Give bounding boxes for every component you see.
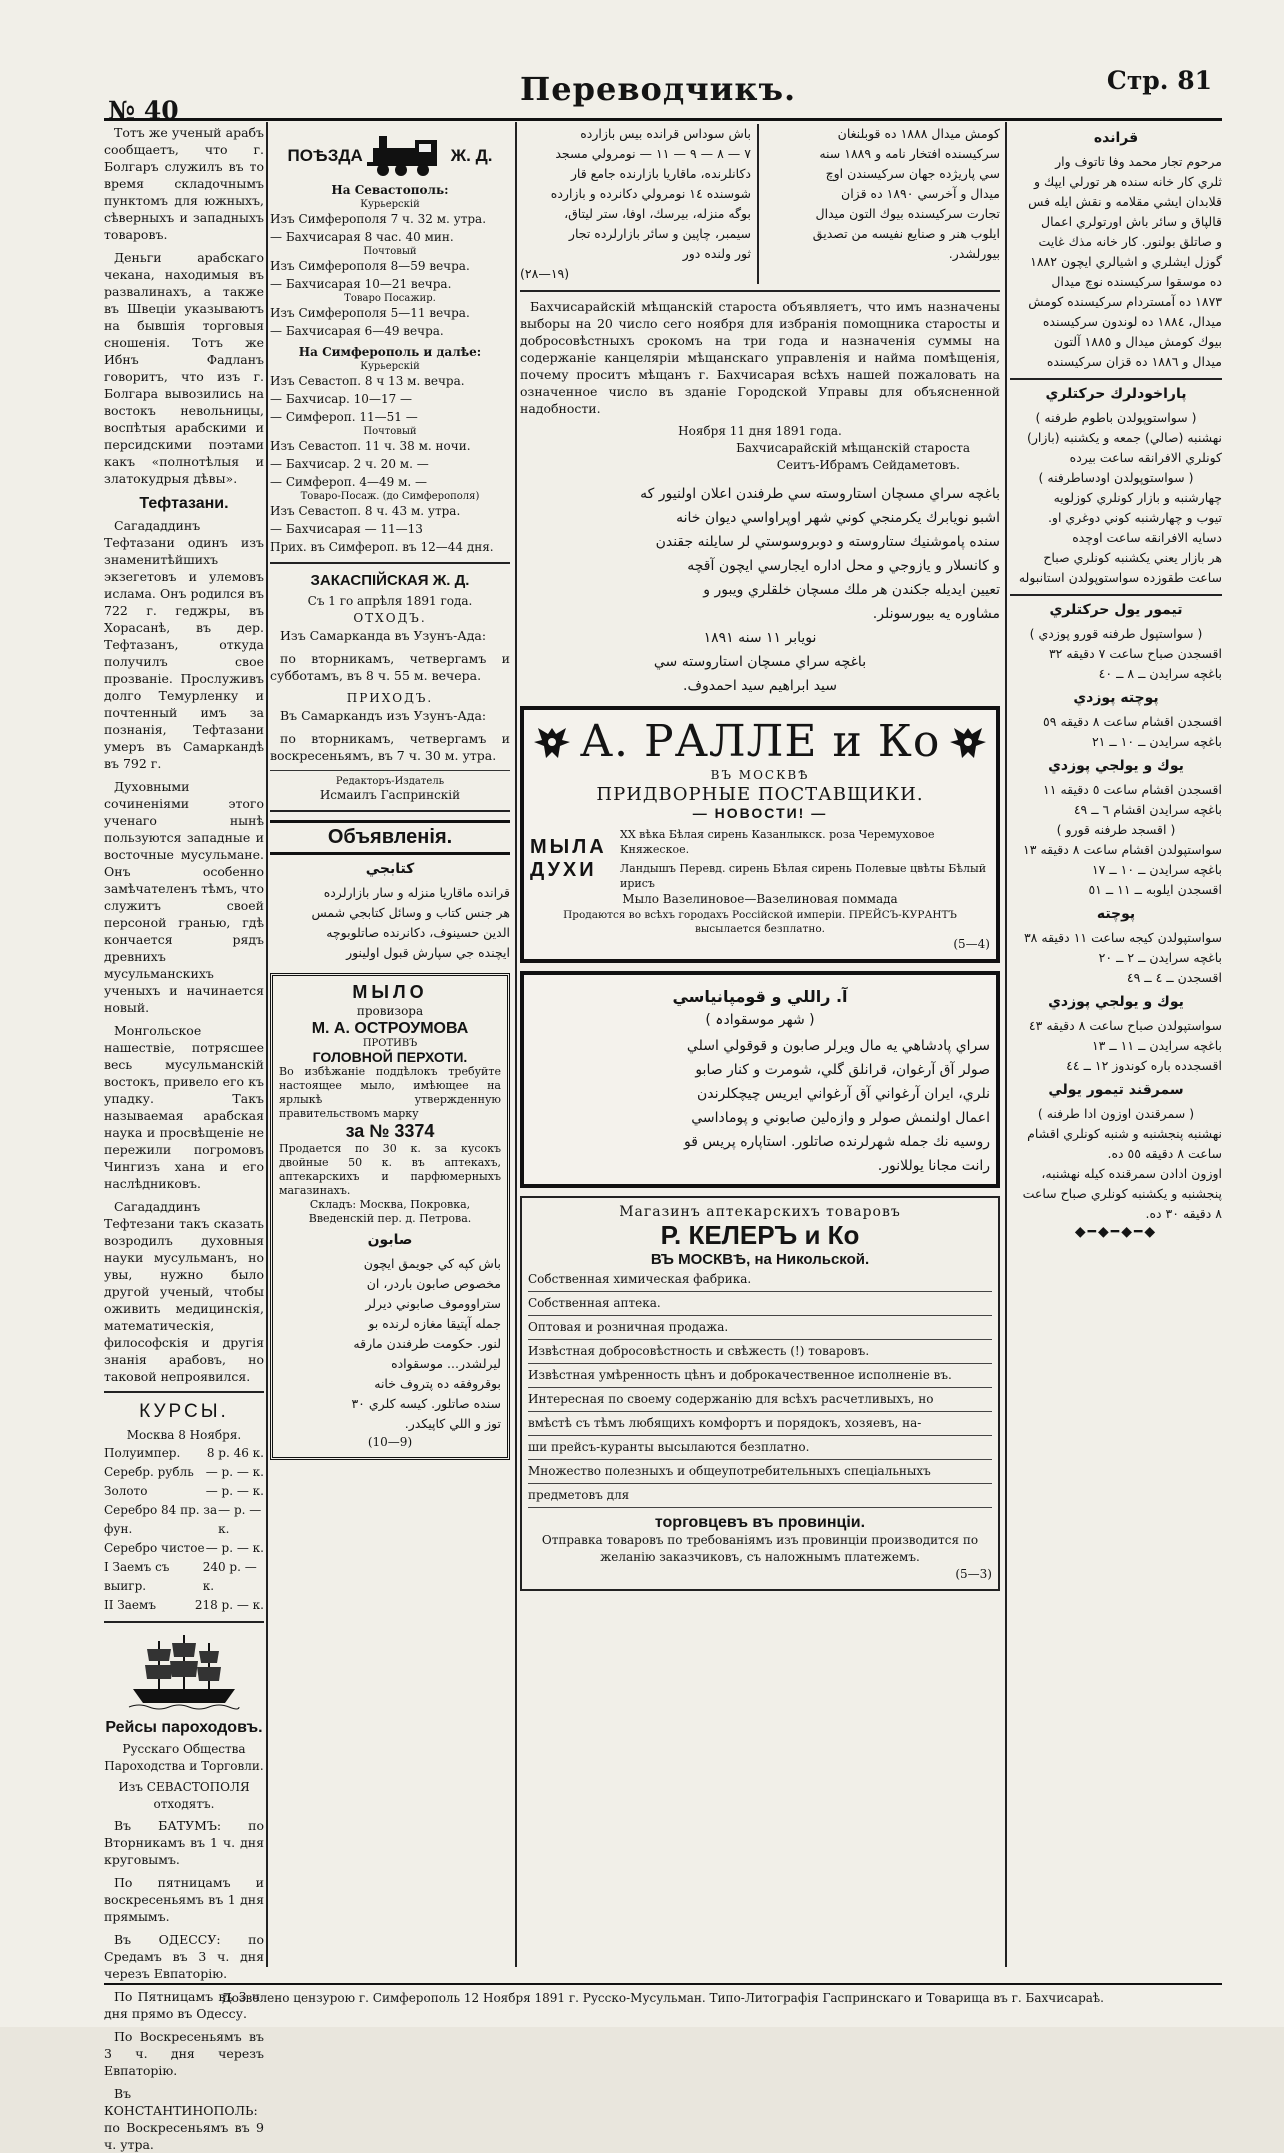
ship-route: Въ КОНСТАНТИНОПОЛЬ: по Воскресеньямъ въ 9 ч. утра. bbox=[104, 2086, 264, 2152]
rates-date: Москва 8 Ноября. bbox=[126, 1428, 242, 1442]
rate-row: II Заемъ 218 р. — к. bbox=[104, 1598, 264, 1612]
column-divider bbox=[1005, 122, 1007, 1967]
arabic-ad-line: لنور. حكومت طرفندن مارقه bbox=[353, 1336, 501, 1351]
ralle-vaseline: Мыло Вазелиновое—Вазелиновая поммада bbox=[622, 892, 898, 906]
editor-role: Редакторъ-Издатель bbox=[335, 776, 445, 787]
ship-route: По Воскресеньямъ въ 3 ч. дня черезъ Евпаторію. bbox=[104, 2029, 264, 2078]
ships-departure: Изъ СЕВАСТОПОЛЯ отходятъ. bbox=[118, 1780, 250, 1811]
ralle-arabic-title: آ. راللي و قومپانياسي bbox=[672, 987, 848, 1006]
notice-date: Ноября 11 дня 1891 года. bbox=[678, 424, 842, 438]
keler-ad bbox=[520, 1196, 1000, 1591]
keler-item: ши прейсъ-куранты высылаются безплатно. bbox=[528, 1436, 992, 1460]
train-type: Товаро Посажир. bbox=[344, 293, 436, 304]
soap-line: ПРОТИВЪ bbox=[362, 1038, 418, 1049]
column-4: قرانده مرحوم تجار محمد وفا تاتوف وار ثلري كار خانه سنده هر تورلي ايپك و قلابدان ايشي مقلامه و نقش ايله فس قالپاق و سائر باش اورتولري اعمال و صاتلق بولنور. كار خانه مذك غايت گوزل ايشلري و اشيالري ايچون ١٨٨٢ ده موسقوا سركيسنده نوچ ميدال ١٨٧٣ ده آمستردام سركيسنده كومش ميدال، ١٨٨٤ ده لوندون سركيسنده بيوك كومش ميدال و ١٨٨٥ آلتون ميدال و ١٨٨٦ ده قزان سركيسنده پاراخودلرك حركتلري ( سواستوپولدن باطوم طرفنه ) نهشنبه (صالي) جمعه و يكشنبه (بازار) كونلري الافرانقه ساعت بيرده ( سواستوپولدن اودساطرفنه ) چهارشنبه و بازار كونلري كوزلويه تيوب و چهارشنبه كوني دوغري او. دسايه الافرانقه ساعت اوچده هر بازار يعني يكشنبه كونلري صباح ساعت طقوزده سواستوپولدن استانبوله تيمور يول حركتلري ( سواستپول طرفنه قورو پوزدي ) اقسجدن صباح ساعت ٧ دقيقه ٣٢ باغچه سرايدن ــ ٨ ــ ٤٠ پوچته پوزدي اقسجدن اقشام ساعت ٨ دقيقه ٥٩ باغچه سرايدن ــ ١٠ ــ ٢١ يوك و يولجي پوزدي اقسجدن اقشام ساعت ٥ دقيقه ١١ باغچه سرايدن اقشام ٦ ــ ٤٩ ( اقسجد طرفنه قورو ) سواستپولدن اقشام ساعت ٨ دقيقه ١٣ باغچه سرايدن ــ ١٠ ــ ١٧ اقسجدن ايلوبه ــ ١١ ــ ٥١ پوچته سواستپولدن كيجه ساعت ١١ دقيقه ٣٨ باغچه سرايدن ــ ٢ ــ ٢٠ اقسجدن ــ ٤ ــ ٤٩ يوك و يولجي پوزدي سواستپولدن صباح ساعت ٨ دقيقه ٤٣ باغچه سرايدن ــ ١١ ــ ١٣ اقسجدده باره كوندوز ١٢ ــ ٤٤ سمرقند تيمور يولي ( سمرقندن اوزون ادا طرفنه ) نهشنبه پنجشنبه و شنبه كونلري اقشام ساعت ٨ دقيقه ٥٥ ده. اوزون ادادن سمرقنده كيله نهشنبه، پنجشنبه و يكشنبه كونلري صباح ساعت ٨ دقيقه ٣٠ ده. ◆━◆━◆━◆ bbox=[1010, 124, 1222, 1965]
route-heading: На Севастополь: bbox=[331, 183, 449, 197]
rates-title: КУРСЫ. bbox=[139, 1401, 229, 1422]
keler-title: Р. КЕЛЕРЪ и Ко bbox=[660, 1220, 860, 1250]
train-time: — Бахчисарая 8 час. 40 мин. bbox=[270, 230, 454, 244]
rates-table bbox=[104, 1444, 264, 1615]
train-time: Изъ Симферополя 5—11 вечра. bbox=[270, 306, 470, 320]
train-time: Изъ Севастоп. 8 ч. 43 м. утра. bbox=[270, 504, 461, 518]
section-heading: پاراخودلرك حركتلري bbox=[1045, 386, 1187, 402]
notice-arabic: باغچه سراي مسچان استاروسته سي طرفندن اعلان اولنيور كه اشبو نويابرك يكرمنجي كوني شهر اوپراواسي ديوان خانه سنده پاموشنيك ستاروسته و دوبروسوستي لر سايلنه جقندن و كانسلار و يازوجي و محل اداره ايجارسي ايچون آقچه تعيين ايديله جكندن هر ملك مسچان خلقلري ويبور و مشاوره يه بيورسونلر. نويابر ١١ سنه ١٨٩١ باغچه سراي مسچان استاروسته سي سيد ابراهيم سيد احمدوف. bbox=[520, 482, 1000, 698]
arabic-ad-line: توز و اللي كاپيكدر. bbox=[404, 1416, 501, 1431]
train-time: — Симфероп. 11—51 — bbox=[270, 410, 418, 424]
arabic-ad-line: هر جنس كتاب و وسائل كتابجي شمس bbox=[311, 905, 510, 920]
arabic-ad-left: باش سوداس قرانده بيس بازارده ٧ — ٨ — ٩ — ١١ — نومرولي مسجد دكانلرنده، ماقاريا بازارنده جامع قار شوسنده ١٤ نومرولي دكانرده و بازارده بوگه منزله، بيرسك، اوفا، ستر ليتاق، سيمبر، چاپين و سائر بازارلرده تجار ثور ولنده دور (١٩—٢٨) bbox=[520, 124, 759, 284]
section-heading: پوچته bbox=[1096, 906, 1136, 922]
keler-item: предметовъ для bbox=[528, 1484, 992, 1508]
arabic-ad-line: ايچنده جي سپارش قبول اولينور bbox=[346, 945, 510, 960]
section-rule bbox=[270, 770, 510, 771]
ship-route: По пятницамъ и воскресеньямъ въ 1 дня прямымъ. bbox=[104, 1875, 264, 1924]
rate-row: Серебро чистое — р. — к. bbox=[104, 1541, 264, 1555]
soap-maker: М. А. ОСТРОУМОВА bbox=[311, 1020, 469, 1037]
notice-arabic-date: نويابر ١١ سنه ١٨٩١ bbox=[703, 630, 817, 646]
keler-heading: Магазинъ аптекарскихъ товаровъ bbox=[619, 1204, 901, 1220]
ralle-categories: МЫЛА ДУХИ bbox=[530, 836, 607, 881]
ralle-header bbox=[530, 716, 990, 767]
article-paragraph: Монгольское нашествіе, потрясшее весь мусульманскій востокъ, привело его къ упадку. Такъ называемая арабская наука и просвѣщеніе не пережили погромовъ Чингизъ хана и его наслѣдниковъ. bbox=[104, 1023, 264, 1191]
censorship-footer: Дозволено цензурою г. Симферополь 12 Ноября 1891 г. Русско-Мусульман. Типо-Литографія Гаспринскаго и Товарища въ г. Бахчисараѣ. bbox=[104, 1983, 1222, 2005]
section-heading: پوچته پوزدي bbox=[1073, 690, 1159, 706]
train-time: — Симфероп. 4—49 м. — bbox=[270, 475, 428, 489]
train-time: Изъ Симферополя 8—59 вечра. bbox=[270, 259, 470, 273]
article-paragraph: Сагададдинъ Тефтезани такъ сказать возродилъ духовныя науки мусульманъ, но увы, нужно было другой ученый, чтобы оживить медицинскія, математическія, философскія и другія знанія арабовъ, но таковой непроявился. bbox=[104, 1199, 264, 1384]
ralle-arabic-ad: آ. راللي و قومپانياسي ( شهر موسقوادہ ) سراي پادشاهي يه مال ويرلر صابون و قوقولي اسلي صولر آق آرغوان، قرانلق گلي، شومرت و كنار صابو نلري، ايران آرغواني آق آرغواني ايريس چيچكلرندن اعمال اولنمش صولر و وازەلين صابوني و پوماداسي روسيه نك جمله شهرلرنده صاتلور. استاپاره پريس قو رانت مجانا يوللانور. bbox=[520, 971, 1000, 1188]
arabic-ad-line: ستراووموف صابوني ديرلر bbox=[365, 1296, 501, 1311]
arrival-heading: ПРИХОДЪ. bbox=[346, 691, 434, 705]
section-heading: تيمور يول حركتلري bbox=[1049, 602, 1183, 618]
section-rule bbox=[270, 562, 510, 564]
section-heading: يوك و يولجي پوزدي bbox=[1048, 758, 1184, 774]
section-heading: قرانده bbox=[1093, 130, 1139, 146]
train-time: — Бахчисарая 10—21 вечра. bbox=[270, 277, 452, 291]
keler-item: Извѣстная добросовѣстность и свѣжесть (!) товаровъ. bbox=[528, 1340, 992, 1364]
soap-text: Во избѣжаніе поддѣлокъ требуйте настоящее мыло, имѣющее на ярлыкѣ утвержденную правительствомъ марку bbox=[279, 1065, 501, 1120]
ships-company: Русскаго Общества Пароходства и Торговли. bbox=[104, 1742, 264, 1773]
ralle-pricelist: Продаются во всѣхъ городахъ Россійской имперіи. ПРЕЙСЪ-КУРАНТЪ высылается безплатно. bbox=[563, 909, 957, 935]
trains-title-suffix: Ж. Д. bbox=[450, 146, 493, 165]
train-type: Товаро-Посаж. (до Симферополя) bbox=[300, 491, 480, 502]
train-type: Почтовый bbox=[363, 426, 417, 437]
article-paragraph: Сагададдинъ Тефтазани одинъ изъ знаменитѣйшихъ экзегетовъ и улемовъ ислама. Онъ родился въ 722 г. геджры, въ Хорасанѣ, въ дер. Тефтазанъ, откуда получилъ свое прозваніе. Прослуживъ долго Темурленку и почтенный имъ за познанія, Тефтазани умеръ въ Самаркандѣ въ 792 г. bbox=[104, 518, 264, 771]
train-time: Изъ Севастоп. 11 ч. 38 м. ночи. bbox=[270, 439, 471, 453]
train-type: Почтовый bbox=[363, 246, 417, 257]
ads-title: Объявленія. bbox=[270, 820, 510, 855]
ad-number: (10—9) bbox=[367, 1435, 413, 1449]
train-type: Курьерскій bbox=[360, 199, 420, 210]
arabic-ad-line: مخصوص صابون باردر، ان bbox=[366, 1276, 501, 1291]
keler-item: вмѣстѣ съ тѣмъ любящихъ комфортъ и порядокъ, хозяевъ, на- bbox=[528, 1412, 992, 1436]
schedule-text: Въ Самаркандъ изъ Узунъ-Ада: bbox=[280, 708, 487, 723]
column-divider bbox=[266, 122, 268, 1967]
train-time: Прих. въ Симфероп. въ 12—44 дня. bbox=[270, 540, 494, 554]
arabic-ad-line: جمله آپتيقا مغازه لرنده بو bbox=[368, 1316, 501, 1331]
section-rule bbox=[520, 290, 1000, 292]
issue-number: № 40 bbox=[108, 96, 179, 125]
route-heading: На Симферополь и далѣе: bbox=[298, 345, 482, 359]
soap-title: МЫЛО bbox=[352, 982, 428, 1002]
rate-row: Золото — р. — к. bbox=[104, 1484, 264, 1498]
ad-number: (١٩—٢٨) bbox=[520, 266, 570, 281]
arabic-ad-right: كومش ميدال ١٨٨٨ ده قوبلنغان سركيسنده افتخار نامه و ١٨٨٩ سنه سي پاريژده جهان سركيسندن اوچ ميدال و آخرسي ١٨٩٠ ده قزان تجارت سركيسنده بيوك التون ميدال ايلوب هنر و صنايع نفيسه من تصديق بيورلشدر. bbox=[812, 126, 1000, 261]
soap-purpose: ГОЛОВНОЙ ПЕРХОТИ. bbox=[312, 1049, 468, 1065]
section-rule bbox=[104, 1391, 264, 1393]
article-heading: Тефтазани. bbox=[139, 495, 229, 512]
rate-row: Серебро 84 пр. за фун. — р. — к. bbox=[104, 1503, 262, 1536]
section-rule bbox=[1010, 378, 1222, 380]
arabic-ad-line: الدين حسينوف، دكانرنده صاتلوبوچه bbox=[326, 925, 510, 940]
section-rule bbox=[104, 1621, 264, 1623]
column-2 bbox=[270, 124, 510, 1965]
article-paragraph: Деньги арабскаго чекана, находимыя въ развалинахъ, а также въ Швеціи указываютъ на бывшія торговыя сношенія. Тотъ же Ибнъ Фадланъ говоритъ, что изъ г. Болгара вывозились на востокъ невольницы, воспѣтыя арабскими и персидскими поэтами какъ «полнотѣлыя и златокудрыя дѣвы». bbox=[104, 250, 264, 486]
soap-text: Продается по 30 к. за кусокъ двойные 50 к. въ аптекахъ, аптекарскихъ и парфюмерныхъ магазинахъ. bbox=[279, 1142, 501, 1197]
train-time: Изъ Севастоп. 8 ч 13 м. вечра. bbox=[270, 374, 465, 388]
notice-signature: Бахчисарайскій мѣщанскій староста bbox=[736, 441, 970, 455]
schedule-text: по вторникамъ, четвергамъ и субботамъ, въ 8 ч. 55 м. вечера. bbox=[270, 651, 510, 683]
soap-warehouse: Складъ: Москва, Покровка, Введенскій пер. д. Петрова. bbox=[308, 1198, 472, 1225]
top-arabic-ads bbox=[520, 124, 1000, 284]
ralle-title: А. РАЛЛЕ и Ко bbox=[579, 716, 941, 767]
ad-number: (5—3) bbox=[955, 1567, 992, 1581]
double-eagle-icon bbox=[946, 720, 990, 764]
ralle-news: — НОВОСТИ! — bbox=[692, 805, 828, 821]
section-heading: يوك و يولجي پوزدي bbox=[1048, 994, 1184, 1010]
rate-row: Полуимпер. 8 р. 46 к. bbox=[104, 1446, 264, 1460]
train-time: — Бахчисар. 10—17 — bbox=[270, 392, 413, 406]
keler-province: торговцевъ въ провинціи. bbox=[654, 1514, 866, 1531]
ralle-arabic-city: ( شهر موسقوادہ ) bbox=[705, 1012, 815, 1028]
article-paragraph: Тотъ же ученый арабъ сообщаетъ, что г. Болгаръ служилъ въ то время складочнымъ пунктомъ для южныхъ, сѣверныхъ и западныхъ товаровъ. bbox=[104, 125, 264, 242]
train-time: Изъ Симферополя 7 ч. 32 м. утра. bbox=[270, 212, 487, 226]
keler-item: Собственная химическая фабрика. bbox=[528, 1268, 992, 1292]
ornament-divider: ◆━◆━◆━◆ bbox=[1074, 1224, 1158, 1240]
keler-text: Отправка товаровъ по требованіямъ изъ провинціи производится по желанію заказчиковъ, съ наложнымъ платежемъ. bbox=[541, 1533, 979, 1564]
double-eagle-icon bbox=[530, 720, 574, 764]
ralle-goods bbox=[530, 827, 990, 891]
ralle-subtitle: ПРИДВОРНЫЕ ПОСТАВЩИКИ. bbox=[596, 784, 924, 805]
ralle-city: ВЪ МОСКВѢ bbox=[710, 768, 810, 782]
arabic-ad-line: باش كپه كي جويمق ايچون bbox=[363, 1256, 501, 1271]
keler-item: Оптовая и розничная продажа. bbox=[528, 1316, 992, 1340]
trains-title: ПОѢЗДА bbox=[287, 146, 363, 165]
ship-route: Въ БАТУМЪ: по Вторникамъ въ 1 ч. дня круговымъ. bbox=[104, 1818, 264, 1867]
soap-line: провизора bbox=[356, 1004, 424, 1018]
schedule-text: Изъ Самарканда въ Узунъ-Ада: bbox=[280, 628, 487, 643]
ralle-ad bbox=[520, 706, 1000, 963]
soap-mark: за № 3374 bbox=[345, 1121, 435, 1141]
header-rule bbox=[104, 118, 1222, 121]
arabic-ad-line: ليرلشدر... موسقواده bbox=[391, 1356, 501, 1371]
section-rule bbox=[1010, 594, 1222, 596]
article-paragraph: Духовными сочиненіями этого ученаго нынѣ пользуются западные и восточные мусульмане. Онъ особенно замѣчателенъ тѣмъ, что служитъ своей персоной гранью, гдѣ кончается рядъ древнихъ мусульманскихъ ученыхъ и начинается новый. bbox=[104, 779, 264, 1015]
train-type: Курьерскій bbox=[360, 361, 420, 372]
transcaspian-title: ЗАКАСПІЙСКАЯ Ж. Д. bbox=[310, 572, 470, 589]
bookseller-heading: كتابجي bbox=[365, 861, 415, 877]
departure-heading: ОТХОДЪ. bbox=[353, 611, 427, 625]
keler-item: Интересная по своему содержанію для всѣхъ расчетливыхъ, но bbox=[528, 1388, 992, 1412]
keler-item: Множество полезныхъ и общеупотребительныхъ спеціальныхъ bbox=[528, 1460, 992, 1484]
section-rule bbox=[270, 810, 510, 812]
column-divider bbox=[515, 122, 517, 1967]
train-time: — Бахчисарая — 11—13 bbox=[270, 522, 423, 536]
column-3 bbox=[520, 124, 1000, 1965]
ship-route: По Пятницамъ въ 3 ч. дня прямо въ Одессу. bbox=[104, 1989, 264, 2021]
arabic-ad-line: سنده صاتلور. كيسه كلري ٣٠ bbox=[351, 1396, 501, 1411]
steamship-icon bbox=[129, 1631, 239, 1711]
rate-row: Серебр. рубль — р. — к. bbox=[104, 1465, 264, 1479]
locomotive-icon bbox=[367, 134, 447, 178]
newspaper-title: Переводчикъ. bbox=[520, 70, 797, 108]
section-heading: سمرقند تيمور يولي bbox=[1048, 1082, 1184, 1098]
column-1 bbox=[104, 124, 264, 2152]
schedule-text: по вторникамъ, четвергамъ и воскресеньямъ, въ 7 ч. 30 м. утра. bbox=[270, 731, 510, 763]
arabic-ad-line: بوقروفقه ده پتروف خانه bbox=[374, 1376, 501, 1391]
soap-ad bbox=[270, 973, 510, 1460]
ships-title: Рейсы пароходовъ. bbox=[105, 1719, 263, 1736]
notice-arabic-signature: سيد ابراهيم سيد احمدوف. bbox=[683, 678, 837, 694]
train-time: — Бахчисарая 6—49 вечра. bbox=[270, 324, 444, 338]
trains-header bbox=[270, 134, 510, 178]
keler-item: Собственная аптека. bbox=[528, 1292, 992, 1316]
arabic-ad-line: قرانده ماقاريا منزله و سار بازارلرده bbox=[323, 885, 510, 900]
soap-arabic-heading: صابون bbox=[367, 1232, 413, 1248]
editor-name: Исмаилъ Гаспринскій bbox=[319, 788, 461, 802]
ship-route: Въ ОДЕССУ: по Средамъ въ 3 ч. дня черезъ Евпаторію. bbox=[104, 1932, 264, 1981]
keler-item: Извѣстная умѣренность цѣнъ и доброкачественное исполненіе въ. bbox=[528, 1364, 992, 1388]
transcaspian-date: Съ 1 го апрѣля 1891 года. bbox=[307, 594, 473, 608]
train-time: — Бахчисар. 2 ч. 20 м. — bbox=[270, 457, 429, 471]
ad-number: (5—4) bbox=[953, 937, 990, 951]
notice-text: Бахчисарайскій мѣщанскій староста объявляетъ, что имъ назначены выборы на 20 число сего ноября для избранія помощника старосты и добросовѣстныхъ срокомъ на три года и назначенія суммы на содержаніе канцеляріи мѣщанскаго управленія и найма помѣщенія, почему проситъ мѣщанъ г. Бахчисарая всѣхъ нашей пожаловать на означенное число въ зданіе Городской Управы для объясненной надобности. bbox=[520, 299, 1000, 416]
keler-city: ВЪ МОСКВѢ, на Никольской. bbox=[650, 1251, 870, 1268]
page-number: Стр. 81 bbox=[1106, 66, 1212, 95]
rate-row: I Заемъ съ выигр. 240 р. — к. bbox=[104, 1560, 257, 1593]
notice-arabic-signature: باغچه سراي مسچان استاروسته سي bbox=[653, 654, 867, 670]
notice-signature: Сеитъ-Ибрамъ Сейдаметовъ. bbox=[776, 458, 960, 472]
ralle-products: XX вѣка Бѣлая сирень Казанлыкск. роза Черемуховое Княжеское. Ландышъ Перевд. сирень Бѣлая сирень Полевые цвѣты Бѣлый ирисъ bbox=[620, 828, 987, 890]
